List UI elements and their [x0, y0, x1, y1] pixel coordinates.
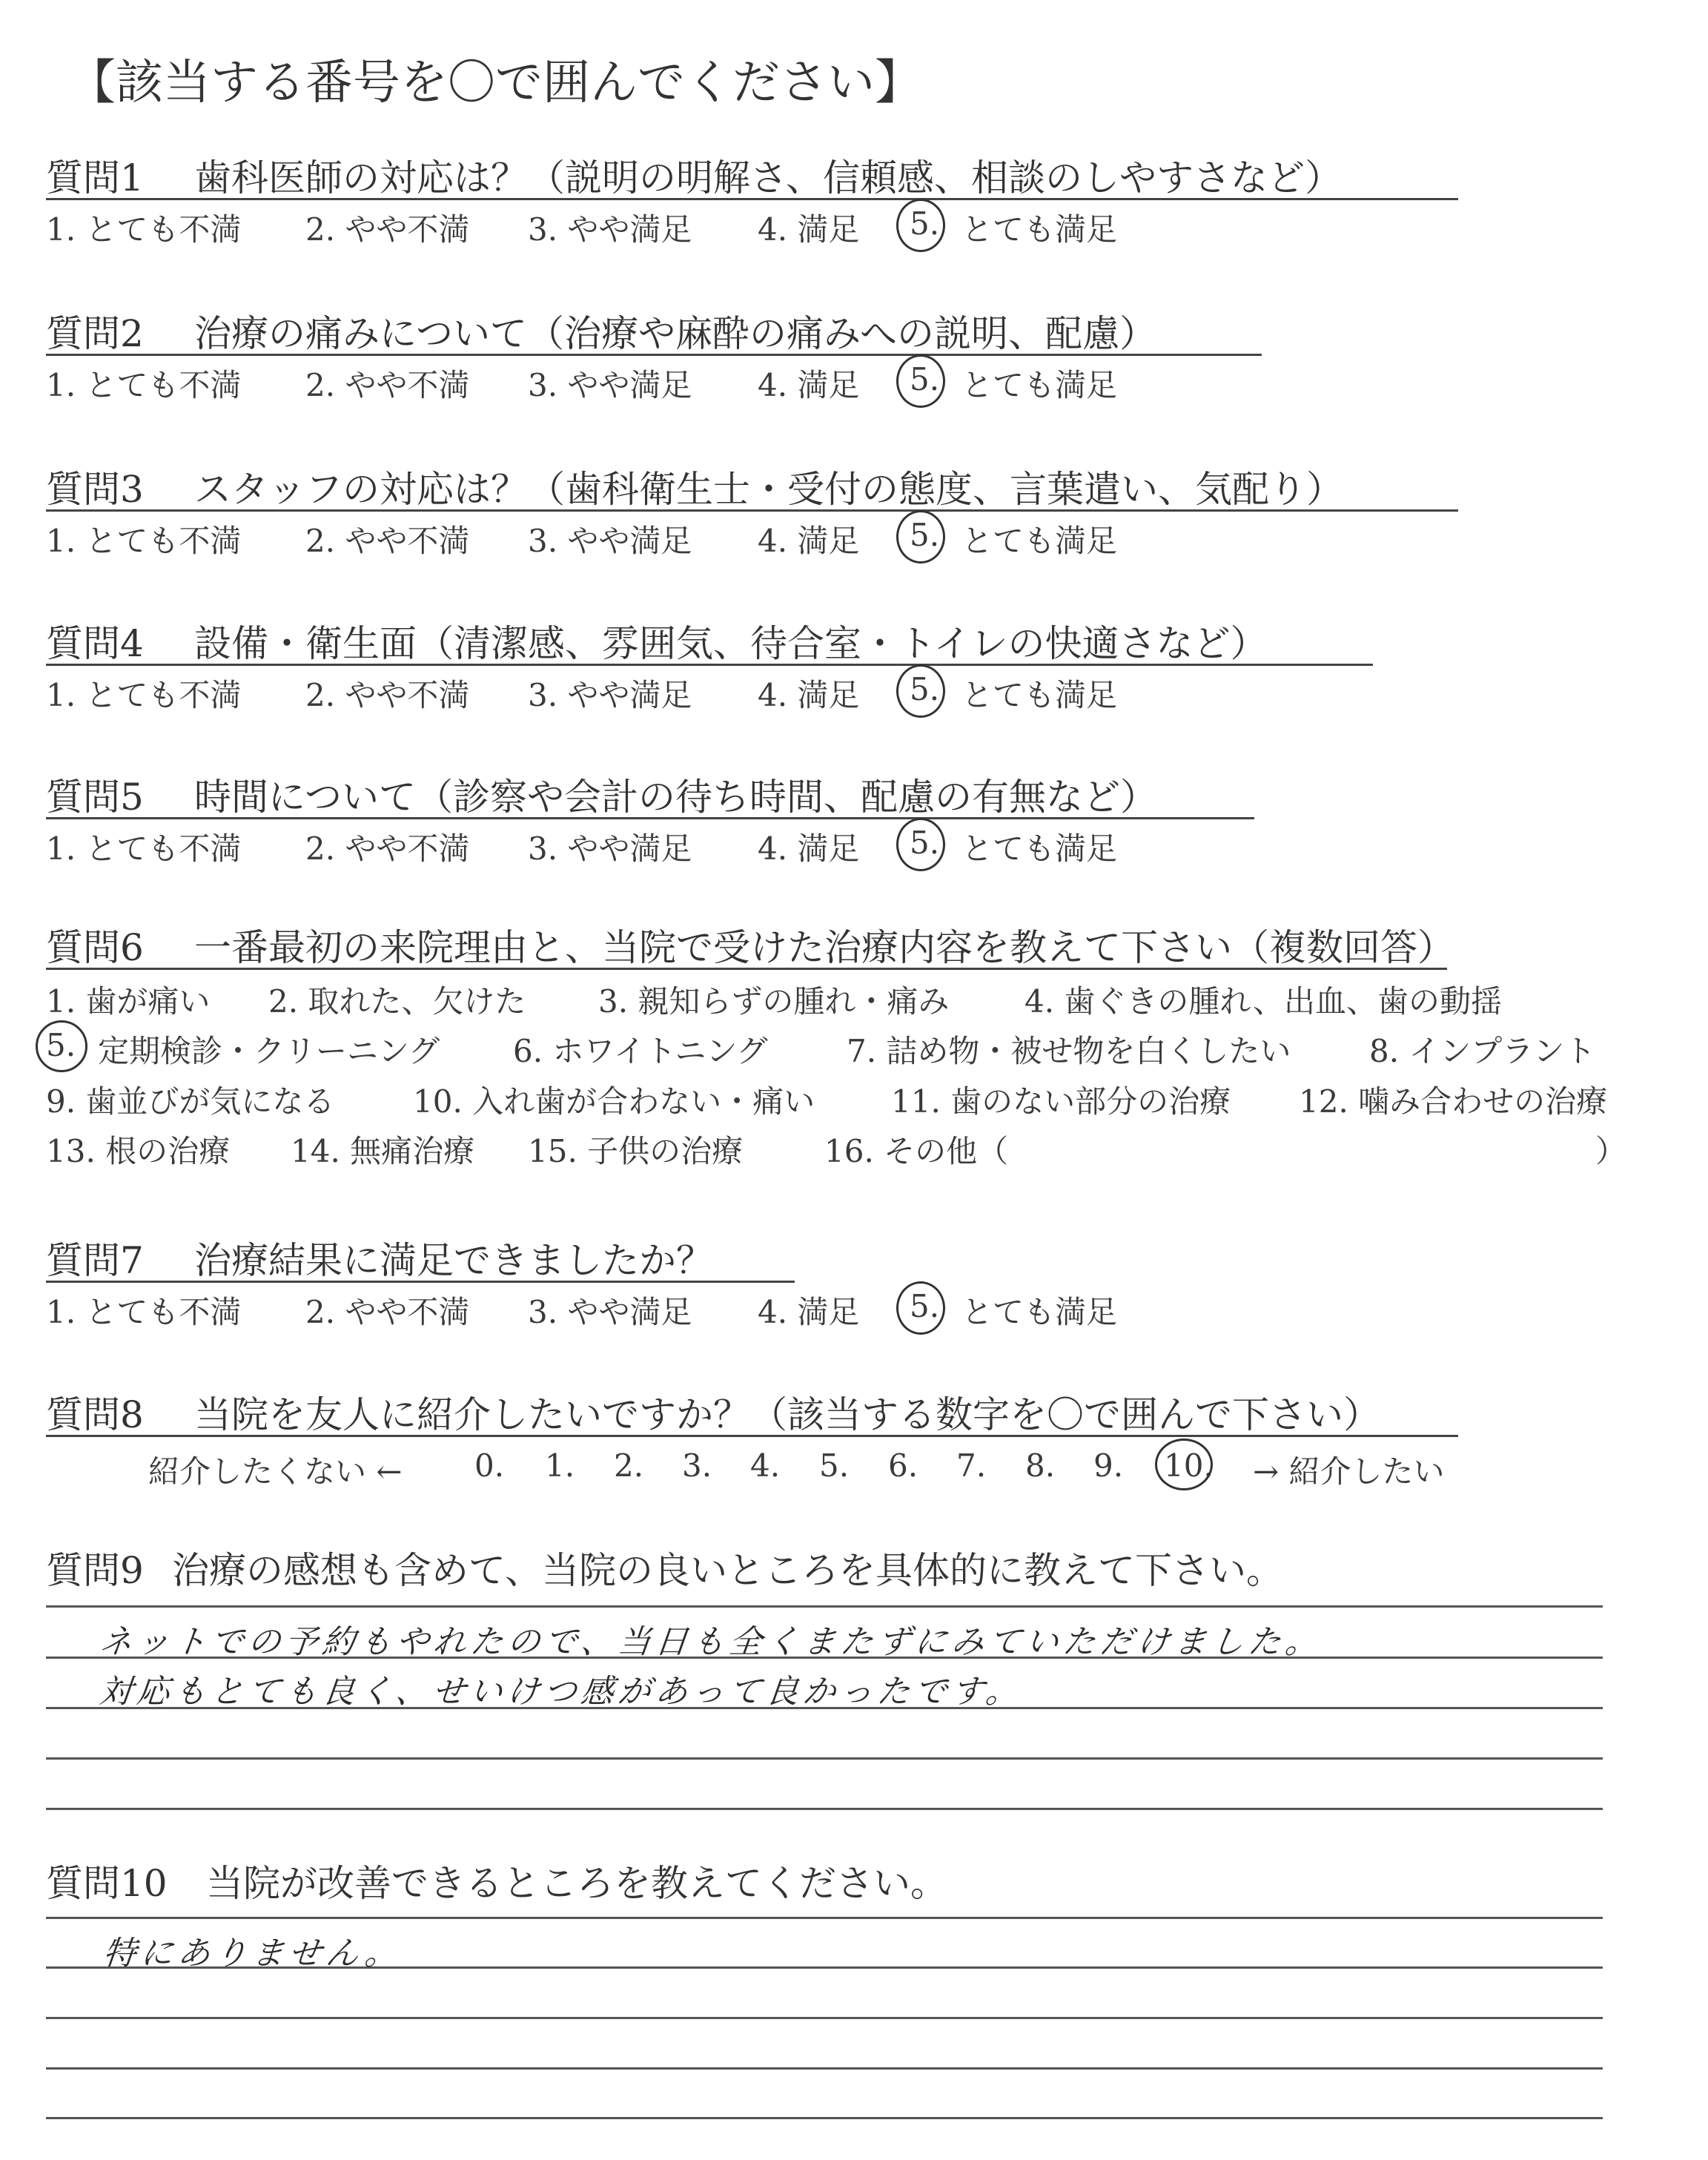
option-1[interactable]: 1. とても不満	[46, 523, 242, 559]
q6-option-3[interactable]: 3. 親知らずの腫れ・痛み	[598, 983, 950, 1020]
q10-writing-line	[46, 2117, 1603, 2119]
question-4-label: 質問4	[46, 622, 144, 665]
question-4-selection-circle	[896, 664, 945, 718]
option-2[interactable]: 2. やや不満	[305, 1294, 470, 1330]
q6-option-16[interactable]: 16. その他（	[824, 1133, 1009, 1169]
q10-writing-line	[46, 2017, 1603, 2019]
option-4[interactable]: 4. 満足	[758, 367, 860, 403]
option-3[interactable]: 3. やや満足	[528, 367, 692, 403]
question-4-text: 設備・衛生面（清潔感、雰囲気、待合室・トイレの快適さなど）	[194, 622, 1268, 665]
q6-option-2[interactable]: 2. 取れた、欠けた	[268, 983, 526, 1020]
q6-option-6[interactable]: 6. ホワイトニング	[513, 1033, 768, 1069]
option-5[interactable]: 5.	[910, 1288, 940, 1324]
question-6-underline	[46, 968, 1447, 970]
question-2-label: 質問2	[46, 312, 144, 355]
question-3-label: 質問3	[46, 468, 144, 511]
question-7-selection-circle	[896, 1281, 945, 1335]
question-10-label: 質問10	[46, 1862, 168, 1905]
q9-answer-line-1: ネットでの予約もやれたので、当日も全くまたずにみていただけました。	[97, 1623, 1325, 1661]
q8-option-5[interactable]: 5.	[819, 1447, 850, 1484]
option-4[interactable]: 4. 満足	[758, 211, 860, 248]
option-2[interactable]: 2. やや不満	[305, 677, 470, 713]
option-1[interactable]: 1. とても不満	[46, 211, 242, 248]
option-1[interactable]: 1. とても不満	[46, 1294, 242, 1330]
q8-option-3[interactable]: 3.	[682, 1447, 712, 1484]
question-3-underline	[46, 509, 1458, 512]
option-3[interactable]: 3. やや満足	[528, 211, 692, 248]
option-label-very-satisfied: とても満足	[961, 211, 1118, 248]
option-1[interactable]: 1. とても不満	[46, 677, 242, 713]
q8-option-0[interactable]: 0.	[474, 1447, 505, 1484]
question-5-underline	[46, 817, 1254, 819]
q6-option-14[interactable]: 14. 無痛治療	[291, 1133, 475, 1169]
question-8-underline	[46, 1435, 1458, 1437]
option-5[interactable]: 5.	[910, 361, 940, 397]
question-1-text: 歯科医師の対応は？（説明の明解さ、信頼感、相談のしやすさなど）	[194, 156, 1342, 199]
option-1[interactable]: 1. とても不満	[46, 367, 242, 403]
q10-writing-line	[46, 1917, 1603, 1919]
option-5[interactable]: 5.	[910, 825, 940, 861]
question-3-selection-circle	[896, 510, 945, 564]
option-5[interactable]: 5.	[910, 205, 940, 242]
q8-option-4[interactable]: 4.	[750, 1447, 781, 1484]
q10-writing-line	[46, 2067, 1603, 2070]
option-2[interactable]: 2. やや不満	[305, 211, 470, 248]
option-4[interactable]: 4. 満足	[758, 1294, 860, 1330]
q6-option-13[interactable]: 13. 根の治療	[46, 1133, 231, 1169]
q6-option-9[interactable]: 9. 歯並びが気になる	[46, 1083, 335, 1120]
q8-option-2[interactable]: 2.	[614, 1447, 644, 1484]
option-4[interactable]: 4. 満足	[758, 523, 860, 559]
option-3[interactable]: 3. やや満足	[528, 677, 692, 713]
option-label-very-satisfied: とても満足	[961, 523, 1118, 559]
q6-option-7[interactable]: 7. 詰め物・被せ物を白くしたい	[847, 1033, 1291, 1069]
q6-option-5[interactable]: 定期検診・クリーニング	[98, 1033, 440, 1069]
q9-writing-line	[46, 1757, 1603, 1760]
option-3[interactable]: 3. やや満足	[528, 1294, 692, 1330]
option-2[interactable]: 2. やや不満	[305, 367, 470, 403]
q8-option-8[interactable]: 8.	[1025, 1447, 1056, 1484]
option-label-very-satisfied: とても満足	[961, 367, 1118, 403]
option-5[interactable]: 5.	[910, 517, 940, 553]
option-label-very-satisfied: とても満足	[961, 1294, 1118, 1330]
question-9-text: 治療の感想も含めて、当院の良いところを具体的に教えて下さい。	[172, 1549, 1283, 1592]
question-8-label: 質問8	[46, 1393, 144, 1436]
q8-option-9[interactable]: 9.	[1093, 1447, 1124, 1484]
question-6-label: 質問6	[46, 926, 144, 969]
page-title: 【該当する番号を〇で囲んでください】	[68, 56, 922, 110]
question-3-text: スタッフの対応は？（歯科衛生士・受付の態度、言葉遣い、気配り）	[194, 468, 1343, 511]
question-7-underline	[46, 1281, 795, 1283]
q8-selection-circle	[1155, 1439, 1213, 1490]
question-5-text: 時間について（診察や会計の待ち時間、配慮の有無など）	[194, 776, 1157, 819]
option-1[interactable]: 1. とても不満	[46, 830, 242, 867]
option-3[interactable]: 3. やや満足	[528, 523, 692, 559]
question-7-label: 質問7	[46, 1239, 144, 1282]
q8-option-7[interactable]: 7.	[956, 1447, 987, 1484]
question-4-underline	[46, 664, 1373, 666]
q6-option-5-number[interactable]: 5.	[46, 1027, 76, 1063]
option-4[interactable]: 4. 満足	[758, 830, 860, 867]
q6-option-12[interactable]: 12. 噛み合わせの治療	[1299, 1083, 1608, 1120]
q9-answer-line-2: 対応もとても良く、せいけつ感があって良かったです。	[97, 1673, 1025, 1711]
q6-option-15[interactable]: 15. 子供の治療	[528, 1133, 744, 1169]
question-2-selection-circle	[896, 354, 945, 408]
q9-writing-line	[46, 1605, 1603, 1608]
q6-option-1[interactable]: 1. 歯が痛い	[46, 983, 211, 1020]
question-10-text: 当院が改善できるところを教えてください。	[206, 1862, 947, 1905]
question-2-underline	[46, 354, 1262, 356]
q10-answer-line-1: 特にありません。	[101, 1935, 404, 1972]
q6-option-8[interactable]: 8. インプラント	[1369, 1033, 1596, 1069]
q6-option-10[interactable]: 10. 入れ歯が合わない・痛い	[413, 1083, 815, 1120]
question-9-label: 質問9	[46, 1549, 144, 1592]
option-3[interactable]: 3. やや満足	[528, 830, 692, 867]
option-5[interactable]: 5.	[910, 671, 940, 707]
question-1-selection-circle	[896, 199, 945, 252]
option-label-very-satisfied: とても満足	[961, 830, 1118, 867]
q8-option-10[interactable]: 10.	[1164, 1447, 1214, 1484]
question-6-text: 一番最初の来院理由と、当院で受けた治療内容を教えて下さい（複数回答）	[194, 926, 1454, 969]
question-1-label: 質問1	[46, 156, 144, 199]
question-8-text: 当院を友人に紹介したいですか？（該当する数字を〇で囲んで下さい）	[194, 1393, 1380, 1436]
q8-left-label: 紹介したくない ←	[148, 1453, 403, 1490]
option-4[interactable]: 4. 満足	[758, 677, 860, 713]
question-7-text: 治療結果に満足できましたか？	[194, 1239, 713, 1282]
option-2[interactable]: 2. やや不満	[305, 830, 470, 867]
question-5-selection-circle	[896, 818, 945, 871]
q6-selection-circle	[36, 1020, 87, 1072]
q6-option-11[interactable]: 11. 歯のない部分の治療	[891, 1083, 1231, 1120]
question-2-text: 治療の痛みについて（治療や麻酔の痛みへの説明、配慮）	[194, 312, 1156, 355]
question-5-label: 質問5	[46, 776, 144, 819]
q8-option-6[interactable]: 6.	[888, 1447, 918, 1484]
q6-option-16-close: ）	[1595, 1133, 1627, 1169]
question-1-underline	[46, 198, 1458, 200]
option-label-very-satisfied: とても満足	[961, 677, 1118, 713]
q6-option-4[interactable]: 4. 歯ぐきの腫れ、出血、歯の動揺	[1025, 983, 1502, 1020]
option-2[interactable]: 2. やや不満	[305, 523, 470, 559]
q8-option-1[interactable]: 1.	[545, 1447, 575, 1484]
q8-right-label: → 紹介したい	[1253, 1453, 1445, 1490]
q9-writing-line	[46, 1808, 1603, 1810]
